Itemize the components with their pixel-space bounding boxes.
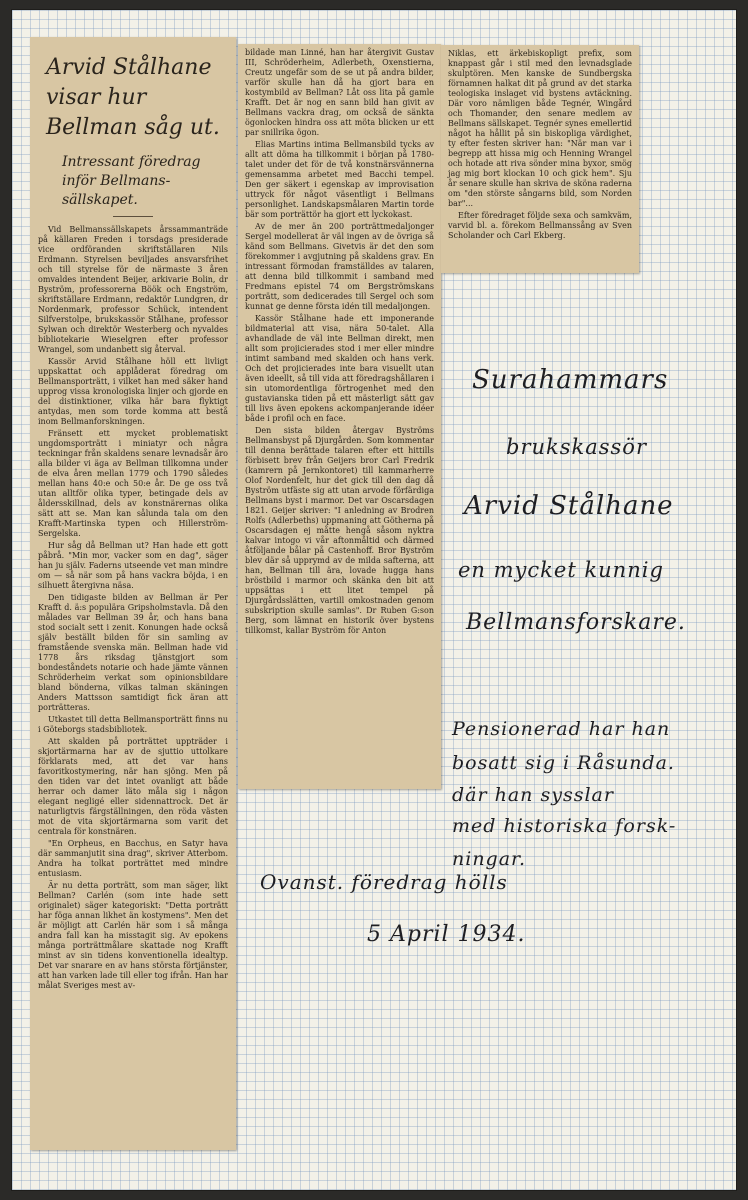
handwritten-note-line: ningar. bbox=[452, 848, 527, 870]
article-paragraph: Fränsett ett mycket problematiskt ungdomsporträtt i miniatyr och några teckningar från skaldens senare levnadsår äro alla bilder vi äga av Bellman tillkomna under de elva åren mellan 1779 och 1790 således mellan hans 40:e och 50:e år. De ge oss två utan alltför olika typer, betingade dels av åldersskillnad, dels av konstnärernas olika sätt att se. Man kan sålunda tala om den Krafft-Martinska typen och Hillerström-Sergelska. bbox=[38, 429, 228, 538]
divider bbox=[113, 216, 153, 217]
handwritten-note-line: en mycket kunnig bbox=[458, 558, 664, 582]
graph-paper-sheet bbox=[12, 10, 736, 1190]
clipping-subheadline: Intressant föredrag inför Bellmans-sällskapet. bbox=[62, 154, 201, 208]
newspaper-clipping-right bbox=[441, 45, 639, 273]
handwritten-note-line: Pensionerad har han bbox=[452, 718, 671, 740]
article-paragraph: Kassör Stålhane hade ett imponerande bildmaterial att visa, nära 50-talet. Alla avhandlade de väl inte Bellman direkt, men allt som projicierades stod i mer eller mindre intimt samband med skalden och hans verk. Och det projicierades inte bara visuellt utan även ideellt, så till vida att föredragshållaren i sin utomordentliga förtrogenhet med den gustavianska tiden på ett mästerligt sätt gav till livs även epokens ackompanjerande idéer både i profil och en face. bbox=[245, 314, 434, 423]
handwritten-note-line: Bellmansforskare. bbox=[466, 610, 686, 635]
handwritten-note-line: Arvid Stålhane bbox=[464, 491, 674, 521]
clipping-headline: Arvid Stålhane visar hur Bellman såg ut. bbox=[46, 55, 220, 140]
article-paragraph: "En Orpheus, en Bacchus, en Satyr hava där sammanjutit sina drag", skriver Atterbom. Andra ha tolkat porträttet med mindre entusiasm. bbox=[38, 839, 228, 878]
article-paragraph: Elias Martins intima Bellmansbild tycks av allt att döma ha tillkommit i början på 1780-talet under det för de två konstnärsvännerna gemensamma arbetet med Bacchi tempel. Den ger säkert i egenskap av improvisation uttryck för något väsentligt i Bellmans personlighet. Landskapsmålaren Martin torde bär som porträttör ha gjort ett lyckokast. bbox=[245, 140, 434, 219]
article-paragraph: Vid Bellmanssällskapets årssammanträde på källaren Freden i torsdags presiderade vice ordföranden skriftställaren Nils Erdmann. Styrelsen beviljades ansvarsfrihet och till styrelse för de närmaste 3 åren omvaldes intendent Beijer, arkivarie Bolin, dr Byström, professorerna Böök och Engström, skriftställare Erdmann, redaktör Lundgren, dr Nordenmark, professor Schück, intendent Silfverstolpe, brukskassör Stålhane, professor Sylwan och direktör Westerberg och nyvaldes bibliotekarie Wieselgren efter professor Wrangel, som undanbett sig återval. bbox=[38, 225, 228, 354]
newspaper-clipping-middle bbox=[238, 44, 441, 789]
handwritten-note-line: brukskassör bbox=[506, 435, 647, 459]
handwritten-note-line: 5 April 1934. bbox=[367, 922, 526, 947]
handwritten-note-line: Ovanst. föredrag hölls bbox=[260, 870, 508, 894]
handwritten-note-line: där han sysslar bbox=[452, 784, 614, 806]
article-paragraph: Att skalden på porträttet uppträder i skjortärmarna har av de sjuttio uttolkare förklarats med, att det var hans favoritkostymering, när han sjöng. Men på den tiden var det intet ovanligt att både herrar och damer läto måla sig i någon elegant negligé eller sidennattrock. Det är naturligtvis färgställningen, den röda västen mot de vita skjortärmarna som varit det centrala för konstnären. bbox=[38, 737, 228, 836]
article-paragraph: Den sista bilden återgav Byströms Bellmansbyst på Djurgården. Som kommentar till denna berättade talaren efter ett hittills förbisett brev från Geijers bror Carl Fredrik (kamrern på Jernkontoret) till kammarherre Olof Nordenfelt, hur det gick till den dag då Byström utfäste sig att utan arvode förfärdiga Bellmans byst i marmor. Det var Oscarsdagen 1821. Geijer skriver: "I anledning av Brodren Rolfs (Adlerbeths) uppmaning att Götherna på Oscarsdagen ej måtte hengå såsom nyktra kalvar intogo vi vår aftonmåltid och därmed åtföljande bålar på Castenhoff. Bror Byström blev där så upprymd av de milda safterna, att han, Bellman till ära, lovade hugga hans bröstbild i marmor och skänka den bit att uppsättas i ett litet tempel på Djurgårdsslätten, vartill omkostnaden genom subskription skulle samlas". Dr Ruben G:son Berg, som lämnat en historik över bystens tillkomst, kallar Byström för Anton bbox=[245, 426, 434, 635]
article-paragraph: Den tidigaste bilden av Bellman är Per Krafft d. ä:s populära Gripsholmstavla. Då den målades var Bellman 39 år, och hans bana stod socialt sett i zenit. Konungen hade också själv beställt bilden för sin samling av framstående svenska män. Bellman hade vid 1778 års riksdag tjänstgjort som bondeståndets notarie och hade jämte vännen Schröderheim verkat som opinionsbildare bland bönderna, vilkas talman skäningen Anders Mattsson samtidigt fick äran att porträtteras. bbox=[38, 593, 228, 712]
handwritten-note-line: bosatt sig i Råsunda. bbox=[452, 752, 675, 774]
article-paragraph: Kassör Arvid Stålhane höll ett livligt uppskattat och applåderat föredrag om Bellmansporträtt, i vilket han med säker hand upprog vissa kronologiska linjer och gjorde en del distinktioner, vilka här bara flyktigt antydas, men som torde komma att bestå inom Bellmanforskningen. bbox=[38, 357, 228, 426]
newspaper-clipping-left bbox=[30, 37, 236, 1150]
article-paragraph: Utkastet till detta Bellmansporträtt finns nu i Göteborgs stadsbibliotek. bbox=[38, 715, 228, 734]
article-paragraph: Efter föredraget följde sexa och samkväm, varvid bl. a. förekom Bellmanssång av Sven Scholander och Carl Ekberg. bbox=[448, 211, 632, 240]
article-paragraph: Är nu detta porträtt, som man säger, likt Bellman? Carlén (som inte hade sett originalet) säger kategoriskt: "Detta porträtt har föga annan likhet än kostymens". Men det är möjligt att Carlén här som i så många andra fall kan ha misstagit sig. Av epokens många porträttmålare skattade nog Krafft minst av sin tidens konventionella idealtyp. Det var snarare en av hans största förtjänster, att han varken lade till eller tog ifrån. Han har målat Sveriges mest av- bbox=[38, 881, 228, 990]
article-paragraph: bildade man Linné, han har återgivit Gustav III, Schröderheim, Adlerbeth, Oxenstierna, Creutz ungefär som de se ut på andra bilder, varför skulle han då ha gjort bara en kostymbild av Bellman? Låt oss lita på gamle Krafft. Det är nog en sann bild han givit av Bellmans vackra drag, om också de sänkta ögonlocken hindra oss att möta blicken ur ett par snillrika ögon. bbox=[245, 48, 434, 137]
handwritten-note-line: Surahammars bbox=[472, 365, 669, 395]
handwritten-note-line: med historiska forsk- bbox=[452, 815, 677, 837]
article-paragraph: Niklas, ett ärkebiskopligt prefix, som knappast går i stil med den levnadsglade skulptören. Men kanske de Sundbergska förnamnen halkat dit på grund av det starka teologiska inslaget vid bystens avtäckning. Där voro nämligen både Tegnér, Wingård och Thomander, den senare medlem av Bellmans sällskapet. Tegnér synes emellertid något ha hållit på sin biskopliga värdighet, ty efter festen skriver han: "När man var i begrepp att hissa mig och Henning Wrangel och hotade att riva sönder mina byxor, smög jag mig bort klockan 10 och gick hem". Sju år senare skulle han skriva de sköna raderna om "den störste sångarns bild, som Norden bar"... bbox=[448, 49, 632, 208]
article-paragraph: Hur såg då Bellman ut? Han hade ett gott påbrå. "Min mor, vacker som en dag", säger han ju själv. Faderns utseende vet man mindre om — så när som på hans vackra böjda, i en silhuett återgivna näsa. bbox=[38, 541, 228, 590]
article-paragraph: Av de mer än 200 porträttmedaljonger Sergel modellerat är väl ingen av de övriga så känd som Bellmans. Givetvis är det den som förekommer i avgjutning på skaldens grav. En intressant förmodan framställdes av talaren, att denna bild tillkommit i samband med Fredmans epistel 74 om Bergströmskans porträtt, som dedicerades till Sergel och som kunnat ge denne första idén till medaljongen. bbox=[245, 222, 434, 311]
